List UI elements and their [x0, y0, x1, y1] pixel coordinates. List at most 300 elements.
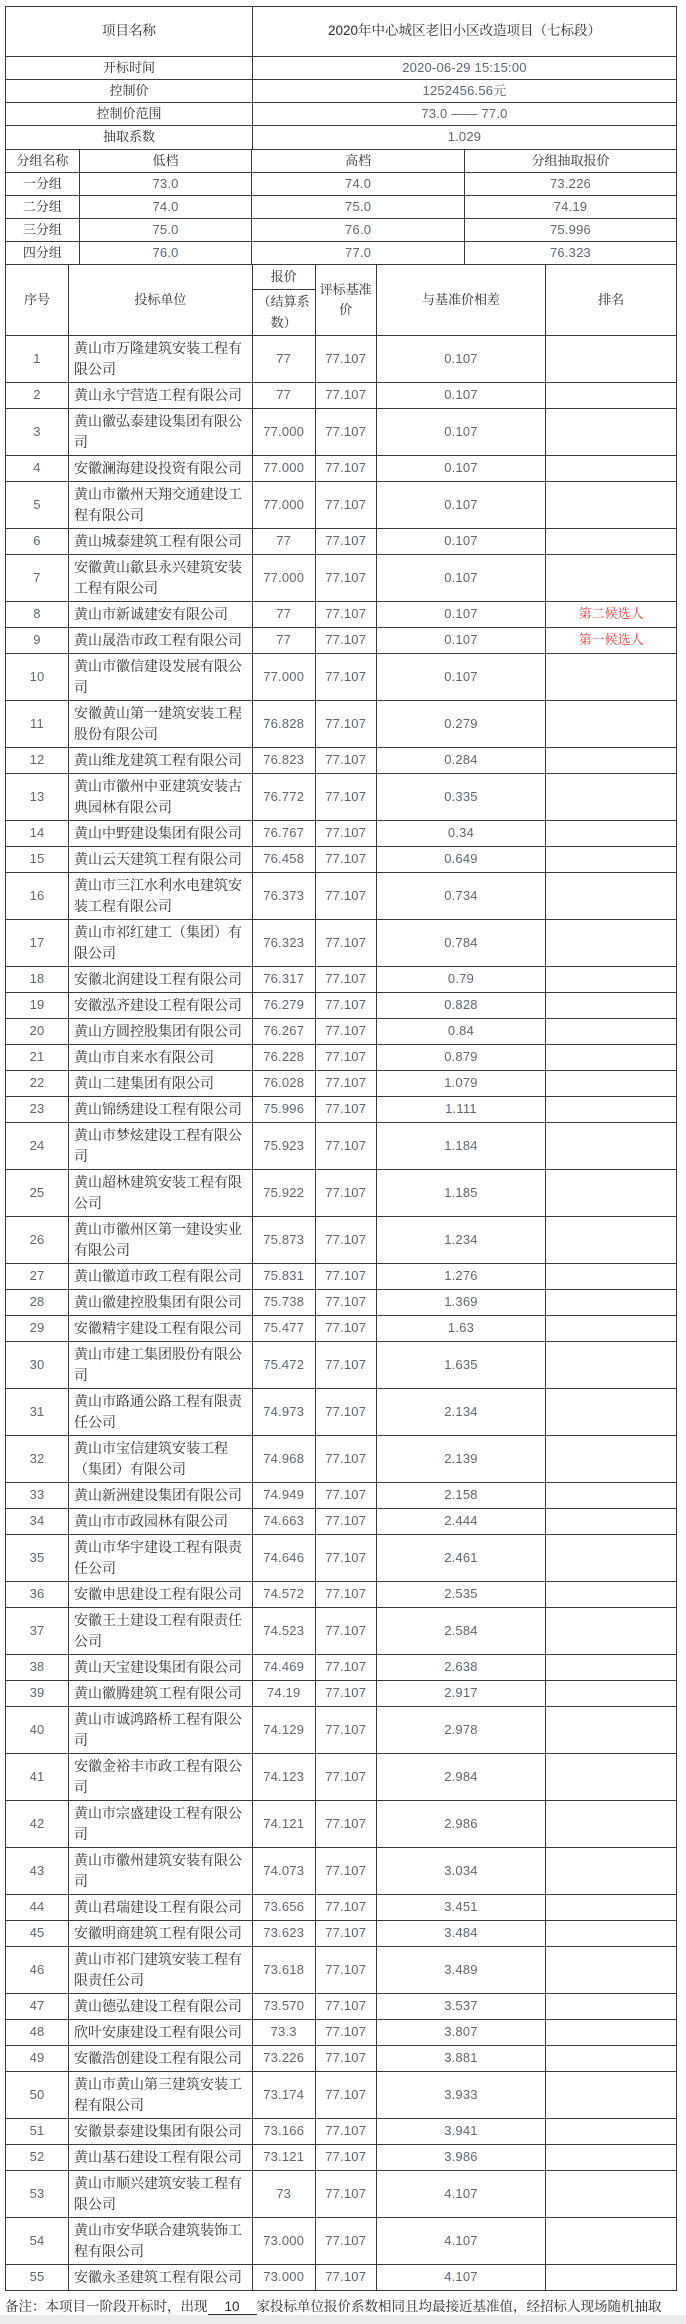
- cell-base: 77.107: [315, 2071, 376, 2118]
- cell-diff: 2.139: [376, 1435, 546, 1482]
- cell-unit: 黄山中野建设集团有限公司: [69, 820, 253, 846]
- cell-rank: [546, 992, 677, 1018]
- cell-price: 77.000: [252, 408, 315, 455]
- cell-unit: 黄山市自来水有限公司: [69, 1044, 253, 1070]
- cell-unit: 黄山市徽州建筑安装有限公司: [69, 1847, 253, 1894]
- cell-unit: 黄山市徽信建设发展有限公司: [69, 653, 253, 700]
- bid-row: [6, 1607, 677, 1654]
- bid-row: [6, 1122, 677, 1169]
- group-value-cell: 77.0: [252, 242, 465, 265]
- bid-row: [6, 2264, 677, 2290]
- cell-price: 76.228: [252, 1044, 315, 1070]
- group-value-cell: 74.19: [464, 195, 676, 218]
- open-time-label: 开标时间: [6, 57, 253, 80]
- cell-rank: [546, 1894, 677, 1920]
- bid-row: [6, 1169, 677, 1216]
- group-value-cell: 75.0: [252, 195, 465, 218]
- cell-base: 77.107: [315, 1680, 376, 1706]
- cell-base: 77.107: [315, 1216, 376, 1263]
- cell-no: 36: [6, 1581, 69, 1607]
- cell-no: 39: [6, 1680, 69, 1706]
- cell-price: 76.772: [252, 773, 315, 820]
- cell-diff: 1.111: [376, 1096, 546, 1122]
- cell-diff: 0.879: [376, 1044, 546, 1070]
- cell-no: 20: [6, 1018, 69, 1044]
- cell-no: 50: [6, 2071, 69, 2118]
- group-value-cell: 75.0: [79, 218, 251, 241]
- cell-rank: [546, 1044, 677, 1070]
- cell-no: 19: [6, 992, 69, 1018]
- group-name-cell: 二分组: [6, 195, 80, 218]
- cell-base: 77.107: [315, 747, 376, 773]
- cell-price: 73.3: [252, 2019, 315, 2045]
- cell-no: 21: [6, 1044, 69, 1070]
- cell-no: 37: [6, 1607, 69, 1654]
- group-value-cell: 74.0: [252, 172, 465, 195]
- group-row: [6, 195, 677, 218]
- bid-row: [6, 773, 677, 820]
- cell-unit: 黄山城泰建筑工程有限公司: [69, 528, 253, 554]
- cell-rank: [546, 2071, 677, 2118]
- cell-base: 77.107: [315, 481, 376, 528]
- cell-price: 73.226: [252, 2045, 315, 2071]
- bid-row: [6, 820, 677, 846]
- control-price-value: 1252456.56元: [252, 80, 676, 103]
- footnote-prefix: 备注：本项目一阶段开标时，出现: [5, 2298, 208, 2314]
- bid-row: [6, 1070, 677, 1096]
- cell-unit: 安徽永圣建筑工程有限公司: [69, 2264, 253, 2290]
- cell-base: 77.107: [315, 1847, 376, 1894]
- cell-price: 73.166: [252, 2118, 315, 2144]
- cell-base: 77.107: [315, 1315, 376, 1341]
- cell-rank: [546, 1169, 677, 1216]
- cell-unit: 安徽王土建设工程有限责任公司: [69, 1607, 253, 1654]
- group-value-cell: 73.0: [79, 172, 251, 195]
- cell-rank: [546, 1753, 677, 1800]
- cell-no: 4: [6, 455, 69, 481]
- cell-unit: 黄山市梦炫建设工程有限公司: [69, 1122, 253, 1169]
- bid-table-body: [6, 335, 677, 2290]
- cell-no: 1: [6, 335, 69, 382]
- cell-price: 74.073: [252, 1847, 315, 1894]
- cell-price: 76.317: [252, 966, 315, 992]
- cell-rank: [546, 1122, 677, 1169]
- cell-base: 77.107: [315, 919, 376, 966]
- cell-base: 77.107: [315, 1508, 376, 1534]
- cell-no: 49: [6, 2045, 69, 2071]
- cell-price: 76.267: [252, 1018, 315, 1044]
- cell-price: 74.121: [252, 1800, 315, 1847]
- cell-unit: 安徽泓齐建设工程有限公司: [69, 992, 253, 1018]
- price-header-line2: （结算系数）: [257, 294, 310, 330]
- cell-unit: 黄山市万隆建筑安装工程有限公司: [69, 335, 253, 382]
- bid-row: [6, 1315, 677, 1341]
- cell-diff: 2.444: [376, 1508, 546, 1534]
- cell-no: 35: [6, 1534, 69, 1581]
- bid-row: [6, 2019, 677, 2045]
- window-bottom-edge: [0, 2315, 686, 2324]
- cell-unit: 黄山新洲建设集团有限公司: [69, 1482, 253, 1508]
- cell-rank: [546, 1482, 677, 1508]
- cell-diff: 2.461: [376, 1534, 546, 1581]
- cell-rank: [546, 1096, 677, 1122]
- bid-row: [6, 1894, 677, 1920]
- cell-no: 6: [6, 528, 69, 554]
- cell-base: 77.107: [315, 2170, 376, 2217]
- cell-unit: 黄山锦绣建设工程有限公司: [69, 1096, 253, 1122]
- price-header-line1: 报价: [253, 267, 315, 290]
- bid-row: [6, 601, 677, 627]
- cell-price: 74.129: [252, 1706, 315, 1753]
- cell-rank: [546, 1388, 677, 1435]
- cell-unit: 黄山市宗盛建设工程有限公司: [69, 1800, 253, 1847]
- cell-diff: 0.107: [376, 601, 546, 627]
- control-price-range-value: 73.0 —— 77.0: [252, 103, 676, 126]
- cell-diff: 0.279: [376, 700, 546, 747]
- cell-price: 75.477: [252, 1315, 315, 1341]
- cell-price: 75.873: [252, 1216, 315, 1263]
- cell-base: 77.107: [315, 1534, 376, 1581]
- bid-row: [6, 1018, 677, 1044]
- cell-rank: [546, 820, 677, 846]
- bid-table-head-row: [6, 265, 677, 335]
- bid-row: [6, 481, 677, 528]
- cell-price: 77.000: [252, 554, 315, 601]
- cell-price: 75.831: [252, 1263, 315, 1289]
- cell-rank: [546, 653, 677, 700]
- cell-diff: 3.933: [376, 2071, 546, 2118]
- bid-row: [6, 408, 677, 455]
- cell-rank: [546, 846, 677, 872]
- cell-rank: [546, 2217, 677, 2264]
- cell-rank: [546, 700, 677, 747]
- cell-base: 77.107: [315, 1341, 376, 1388]
- cell-price: 73.618: [252, 1946, 315, 1993]
- bid-row: [6, 747, 677, 773]
- cell-rank: [546, 2144, 677, 2170]
- cell-base: 77.107: [315, 1044, 376, 1070]
- cell-no: 48: [6, 2019, 69, 2045]
- cell-base: 77.107: [315, 966, 376, 992]
- bid-row: [6, 528, 677, 554]
- cell-no: 47: [6, 1993, 69, 2019]
- group-name-header: 分组名称: [6, 149, 80, 172]
- cell-base: 77.107: [315, 455, 376, 481]
- bid-row: [6, 455, 677, 481]
- cell-rank: [546, 1680, 677, 1706]
- cell-base: 77.107: [315, 1070, 376, 1096]
- cell-unit: 安徽景泰建设集团有限公司: [69, 2118, 253, 2144]
- cell-diff: 4.107: [376, 2264, 546, 2290]
- cell-rank: [546, 1070, 677, 1096]
- cell-diff: 3.986: [376, 2144, 546, 2170]
- cell-rank: [546, 1847, 677, 1894]
- cell-no: 31: [6, 1388, 69, 1435]
- footnote-count: 10: [208, 2299, 257, 2315]
- cell-base: 77.107: [315, 2264, 376, 2290]
- cell-unit: 安徽精宇建设工程有限公司: [69, 1315, 253, 1341]
- cell-base: 77.107: [315, 382, 376, 408]
- cell-price: 73.174: [252, 2071, 315, 2118]
- open-time-value: 2020-06-29 15:15:00: [252, 57, 676, 80]
- cell-no: 18: [6, 966, 69, 992]
- cell-diff: 2.584: [376, 1607, 546, 1654]
- control-price-range-label: 控制价范围: [6, 103, 253, 126]
- cell-diff: 1.369: [376, 1289, 546, 1315]
- cell-diff: 3.537: [376, 1993, 546, 2019]
- cell-base: 77.107: [315, 2045, 376, 2071]
- cell-unit: 黄山云天建筑工程有限公司: [69, 846, 253, 872]
- cell-unit: 黄山君瑞建设工程有限公司: [69, 1894, 253, 1920]
- cell-rank: [546, 919, 677, 966]
- cell-unit: 安徽北润建设工程有限公司: [69, 966, 253, 992]
- cell-price: 74.646: [252, 1534, 315, 1581]
- cell-price: 76.767: [252, 820, 315, 846]
- cell-rank: [546, 1216, 677, 1263]
- cell-no: 23: [6, 1096, 69, 1122]
- cell-base: 77.107: [315, 1706, 376, 1753]
- cell-unit: 黄山天宝建设集团有限公司: [69, 1654, 253, 1680]
- cell-base: 77.107: [315, 1654, 376, 1680]
- cell-diff: 0.107: [376, 335, 546, 382]
- cell-rank: [546, 1607, 677, 1654]
- cell-base: 77.107: [315, 1169, 376, 1216]
- cell-base: 77.107: [315, 1753, 376, 1800]
- cell-no: 16: [6, 872, 69, 919]
- group-value-cell: 76.323: [464, 242, 676, 265]
- cell-base: 77.107: [315, 1122, 376, 1169]
- cell-diff: 1.079: [376, 1070, 546, 1096]
- bidder-header: 投标单位: [69, 265, 253, 335]
- cell-diff: 0.107: [376, 382, 546, 408]
- group-name-cell: 三分组: [6, 218, 80, 241]
- cell-diff: 0.107: [376, 627, 546, 653]
- cell-no: 52: [6, 2144, 69, 2170]
- group-name-cell: 四分组: [6, 242, 80, 265]
- cell-no: 5: [6, 481, 69, 528]
- cell-unit: 安徽申思建设工程有限公司: [69, 1581, 253, 1607]
- table-row: [6, 7, 677, 57]
- cell-base: 77.107: [315, 1607, 376, 1654]
- cell-base: 77.107: [315, 1581, 376, 1607]
- cell-price: 77: [252, 601, 315, 627]
- cell-price: 73.570: [252, 1993, 315, 2019]
- cell-unit: 黄山晟浩市政工程有限公司: [69, 627, 253, 653]
- cell-diff: 0.107: [376, 528, 546, 554]
- cell-rank: [546, 408, 677, 455]
- bid-row: [6, 992, 677, 1018]
- cell-unit: 黄山市徽州中亚建筑安装古典园林有限公司: [69, 773, 253, 820]
- project-name-label: 项目名称: [6, 7, 253, 57]
- cell-base: 77.107: [315, 528, 376, 554]
- cell-price: 77.000: [252, 653, 315, 700]
- cell-no: 24: [6, 1122, 69, 1169]
- bid-row: [6, 2071, 677, 2118]
- bid-row: [6, 1508, 677, 1534]
- group-row: [6, 218, 677, 241]
- cell-no: 15: [6, 846, 69, 872]
- cell-unit: 黄山维龙建筑工程有限公司: [69, 747, 253, 773]
- cell-unit: 黄山市建工集团股份有限公司: [69, 1341, 253, 1388]
- cell-diff: 3.484: [376, 1920, 546, 1946]
- cell-base: 77.107: [315, 1388, 376, 1435]
- cell-rank: [546, 1920, 677, 1946]
- group-table-body: [6, 172, 677, 265]
- cell-price: 74.523: [252, 1607, 315, 1654]
- bid-row: [6, 872, 677, 919]
- cell-unit: 黄山市路通公路工程有限责任公司: [69, 1388, 253, 1435]
- cell-diff: 0.107: [376, 554, 546, 601]
- cell-no: 46: [6, 1946, 69, 1993]
- cell-diff: 0.84: [376, 1018, 546, 1044]
- cell-price: 74.123: [252, 1753, 315, 1800]
- cell-no: 10: [6, 653, 69, 700]
- cell-rank: [546, 2118, 677, 2144]
- cell-base: 77.107: [315, 1946, 376, 1993]
- cell-base: 77.107: [315, 1482, 376, 1508]
- bid-row: [6, 1993, 677, 2019]
- cell-base: 77.107: [315, 700, 376, 747]
- bid-row: [6, 1388, 677, 1435]
- bid-row: [6, 1096, 677, 1122]
- bid-row: [6, 1581, 677, 1607]
- price-header: [252, 265, 315, 335]
- cell-unit: 黄山德弘建设工程有限公司: [69, 1993, 253, 2019]
- bid-row: [6, 1800, 677, 1847]
- bid-row: [6, 1482, 677, 1508]
- cell-unit: 黄山方圆控股集团有限公司: [69, 1018, 253, 1044]
- cell-rank: [546, 1508, 677, 1534]
- cell-unit: 安徽明商建筑工程有限公司: [69, 1920, 253, 1946]
- cell-no: 12: [6, 747, 69, 773]
- cell-unit: 黄山市宝信建筑安装工程（集团）有限公司: [69, 1435, 253, 1482]
- cell-diff: 0.784: [376, 919, 546, 966]
- bid-row: [6, 919, 677, 966]
- cell-no: 42: [6, 1800, 69, 1847]
- bid-row: [6, 627, 677, 653]
- draw-coefficient-value: 1.029: [252, 126, 676, 149]
- cell-no: 32: [6, 1435, 69, 1482]
- cell-rank: [546, 1263, 677, 1289]
- cell-unit: 安徽金裕丰市政工程有限公司: [69, 1753, 253, 1800]
- cell-no: 45: [6, 1920, 69, 1946]
- bid-row: [6, 1216, 677, 1263]
- bid-row: [6, 1289, 677, 1315]
- base-price-header: 评标基准价: [315, 265, 376, 335]
- group-table-head-row: [6, 149, 677, 172]
- footnote-suffix: 家投标单位报价系数相同且均最接近基准值，经招标人现场随机抽取: [256, 2298, 662, 2314]
- cell-price: 74.949: [252, 1482, 315, 1508]
- cell-diff: 0.79: [376, 966, 546, 992]
- bid-row: [6, 700, 677, 747]
- cell-unit: 欣叶安康建设工程有限公司: [69, 2019, 253, 2045]
- cell-unit: 安徽浩创建设工程有限公司: [69, 2045, 253, 2071]
- cell-diff: 1.63: [376, 1315, 546, 1341]
- cell-unit: 黄山市祁红建工（集团）有限公司: [69, 919, 253, 966]
- cell-base: 77.107: [315, 773, 376, 820]
- cell-price: 75.922: [252, 1169, 315, 1216]
- cell-rank: [546, 1534, 677, 1581]
- cell-diff: 4.107: [376, 2217, 546, 2264]
- cell-diff: 2.535: [376, 1581, 546, 1607]
- table-row: [6, 126, 677, 149]
- cell-diff: 3.451: [376, 1894, 546, 1920]
- cell-no: 41: [6, 1753, 69, 1800]
- group-row: [6, 172, 677, 195]
- cell-price: 74.469: [252, 1654, 315, 1680]
- cell-rank: [546, 2170, 677, 2217]
- cell-diff: 2.638: [376, 1654, 546, 1680]
- footnote: [5, 2295, 686, 2315]
- cell-diff: 0.734: [376, 872, 546, 919]
- cell-diff: 1.276: [376, 1263, 546, 1289]
- bid-row: [6, 2144, 677, 2170]
- cell-rank: [546, 1289, 677, 1315]
- cell-rank: [546, 1341, 677, 1388]
- rank-header: 排名: [546, 265, 677, 335]
- cell-unit: 黄山永宁营造工程有限公司: [69, 382, 253, 408]
- cell-diff: 3.941: [376, 2118, 546, 2144]
- bid-row: [6, 2170, 677, 2217]
- bid-row: [6, 382, 677, 408]
- low-tier-header: 低档: [79, 149, 251, 172]
- cell-base: 77.107: [315, 992, 376, 1018]
- cell-rank: [546, 1654, 677, 1680]
- cell-rank: [546, 455, 677, 481]
- draw-coefficient-label: 抽取系数: [6, 126, 253, 149]
- bid-row: [6, 1044, 677, 1070]
- cell-rank: [546, 872, 677, 919]
- cell-unit: 黄山市徽州区第一建设实业有限公司: [69, 1216, 253, 1263]
- cell-diff: 3.807: [376, 2019, 546, 2045]
- serial-header: 序号: [6, 265, 69, 335]
- cell-base: 77.107: [315, 601, 376, 627]
- cell-base: 77.107: [315, 1289, 376, 1315]
- cell-unit: 黄山徽道市政工程有限公司: [69, 1263, 253, 1289]
- group-value-cell: 73.226: [464, 172, 676, 195]
- bid-row: [6, 1341, 677, 1388]
- cell-unit: 黄山市黄山第三建筑安装工程有限公司: [69, 2071, 253, 2118]
- cell-price: 77.000: [252, 455, 315, 481]
- cell-no: 34: [6, 1508, 69, 1534]
- group-value-cell: 76.0: [79, 242, 251, 265]
- cell-no: 51: [6, 2118, 69, 2144]
- bid-row: [6, 335, 677, 382]
- cell-unit: 黄山市诚鸿路桥工程有限公司: [69, 1706, 253, 1753]
- cell-rank: [546, 747, 677, 773]
- cell-base: 77.107: [315, 2019, 376, 2045]
- cell-price: 76.823: [252, 747, 315, 773]
- cell-diff: 0.107: [376, 653, 546, 700]
- table-row: [6, 80, 677, 103]
- cell-price: 77.000: [252, 481, 315, 528]
- cell-rank: [546, 554, 677, 601]
- cell-base: 77.107: [315, 335, 376, 382]
- cell-diff: 0.828: [376, 992, 546, 1018]
- cell-base: 77.107: [315, 1435, 376, 1482]
- cell-no: 30: [6, 1341, 69, 1388]
- cell-diff: 0.335: [376, 773, 546, 820]
- cell-no: 8: [6, 601, 69, 627]
- cell-unit: 黄山基石建设工程有限公司: [69, 2144, 253, 2170]
- cell-rank: [546, 335, 677, 382]
- cell-no: 22: [6, 1070, 69, 1096]
- bid-row: [6, 554, 677, 601]
- cell-rank: [546, 528, 677, 554]
- cell-diff: 0.107: [376, 455, 546, 481]
- bid-row: [6, 653, 677, 700]
- cell-base: 77.107: [315, 1894, 376, 1920]
